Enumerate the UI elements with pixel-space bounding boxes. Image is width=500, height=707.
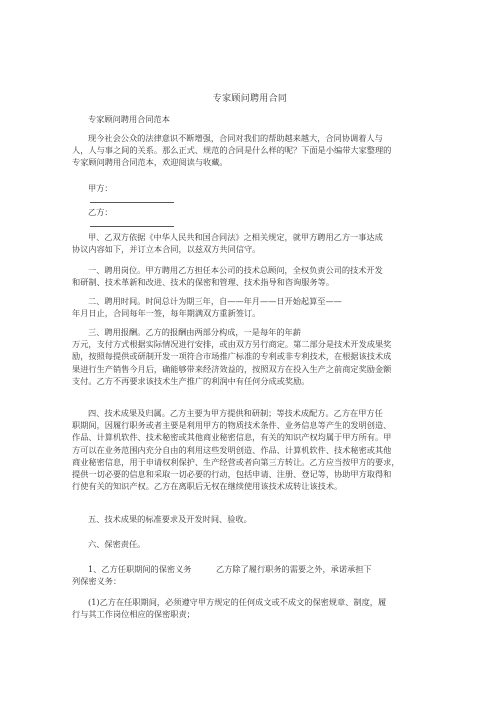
preamble-line: 甲、乙双方依据《中华人民共和国合同法》之相关规定，就甲方聘用乙方一事达成 <box>88 232 383 242</box>
section-6-1-1-line: 行与其工作岗位相应的保密职责； <box>72 609 195 620</box>
section-2-line: 二、聘用时间。时间总计为期三年，自——年月——日开始起算至—— <box>88 296 342 306</box>
section-6-1 <box>72 563 432 587</box>
section-2-line: 年月日止，合同每年一签，每年期满双方重新签订。 <box>72 308 261 319</box>
document-title: 专家顾问聘用合同 <box>212 94 288 104</box>
section-3-line: 励，按照每提供或研制开发一项符合市场推广标准的专利或非专利技术，在根据该技术成 <box>72 351 392 362</box>
party-b-line <box>72 206 432 227</box>
intro-line: 现今社会公众的法律意识不断增强，合同对我们的帮助越来越大，合同协调着人与 <box>88 133 383 143</box>
section-1 <box>72 264 432 288</box>
section-6-line: 六、保密责任。 <box>88 539 146 549</box>
section-3-line: 三、聘用报酬。乙方的报酬由两部分构成，一是每年的年薪 <box>88 327 301 337</box>
section-6-1-1-line: (1)乙方在任职期间，必须遵守甲方规定的任何成文或不成文的保密规章、制度，履 <box>88 597 387 607</box>
section-6 <box>72 538 432 550</box>
section-2 <box>72 295 432 319</box>
section-6-1-1 <box>72 596 432 620</box>
section-3-line: 果进行生产销售今月后，确能够带来经济效益的，按照双方在投入生产之前商定奖励金额 <box>72 363 392 374</box>
party-b-label: 乙方： <box>88 207 113 217</box>
subtitle-text: 专家顾问聘用合同范本 <box>88 114 170 124</box>
intro-line: 人，人与事之间的关系。那么正式、规范的合同是什么样的呢？下面是小编带大家整理的 <box>72 145 392 156</box>
section-3-line: 支付。乙方不再要求该技术生产推广的利润中有任何分成或奖励。 <box>72 375 310 386</box>
section-1-line: 一、聘用岗位。甲方聘用乙方担任本公司的技术总顾问，全权负责公司的技术开发 <box>88 265 383 275</box>
section-4-line: 作品、计算机软件、技术秘密或其他商业秘密信息，有关的知识产权均属于甲方所有。甲 <box>72 432 392 443</box>
section-3 <box>72 326 432 387</box>
section-5 <box>72 513 432 525</box>
section-4-line: 提供一切必要的信息和采取一切必要的行动，包括申请、注册、登记等，协助甲方取得和 <box>72 469 392 480</box>
section-4-line: 商业秘密信息，用于申请权利保护、生产经营或者向第三方转让。乙方应当按甲方的要求， <box>72 456 400 467</box>
section-6-1-line: 1、乙方任职期间的保密义务 乙方除了履行职务的需要之外，承诺承担下 <box>88 564 372 574</box>
party-a-line <box>72 182 432 203</box>
section-3-line: 万元，支付方式根据实际情况进行安排，或由双方另行商定。第二部分是技术开发成果奖 <box>72 339 392 350</box>
section-6-1-line: 列保密义务： <box>72 576 122 587</box>
section-4-line: 方可以在业务范围内充分自由的利用这些发明创造、作品、计算机软件、技术秘密或其他 <box>72 444 392 455</box>
party-a-label: 甲方： <box>88 183 113 193</box>
section-4 <box>72 407 432 492</box>
section-4-line: 四、技术成果及归属。乙方主要为甲方提供和研制；等技术成配方。乙方在甲方任 <box>88 408 383 418</box>
preamble-line: 协议内容如下，并订立本合同，以兹双方共同信守。 <box>72 244 261 255</box>
intro-paragraph <box>72 132 432 169</box>
party-b-blank <box>90 218 174 227</box>
preamble-paragraph <box>72 231 432 255</box>
intro-line: 专家顾问聘用合同范本，欢迎阅读与收藏。 <box>72 157 228 168</box>
party-a-blank <box>90 194 174 203</box>
subtitle <box>72 113 432 125</box>
section-5-line: 五、技术成果的标准要求及开发时间、验收。 <box>88 514 252 524</box>
section-1-line: 和研制、技术革新和改进、技术的保密和管理、技术指导和咨询服务等。 <box>72 277 335 288</box>
section-4-line: 职期间，因履行职务或者主要是利用甲方的物质技术条件、业务信息等产生的发明创造、 <box>72 420 392 431</box>
section-4-line: 行使有关的知识产权。乙方在离职后无权在继续使用该技术成转让该技术。 <box>72 481 343 492</box>
